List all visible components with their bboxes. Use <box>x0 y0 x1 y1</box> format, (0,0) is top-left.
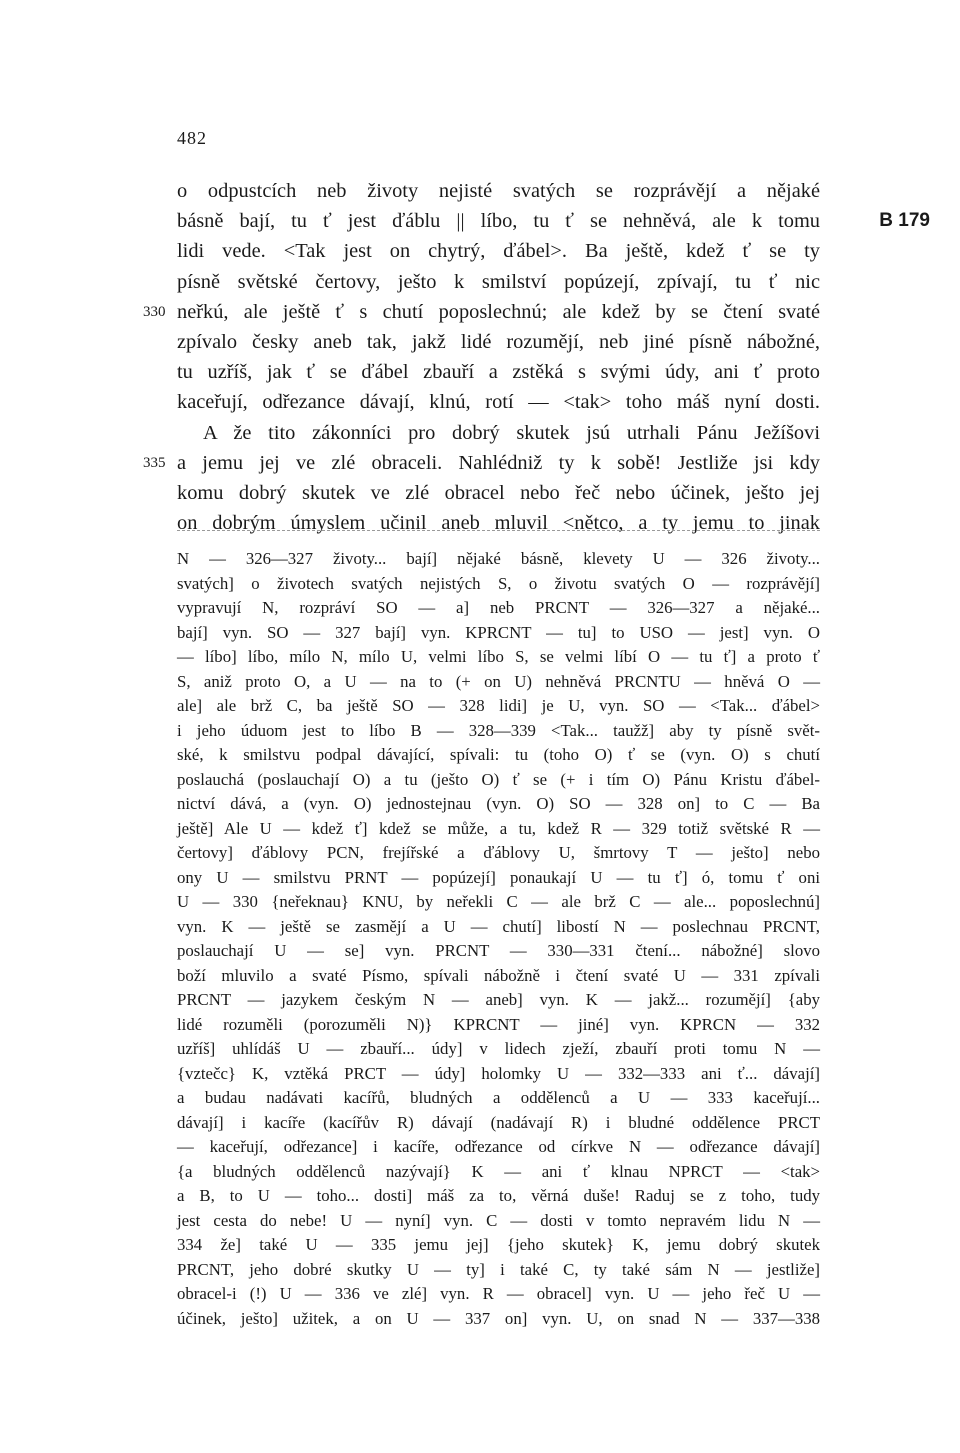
main-text <box>143 176 930 538</box>
critical-apparatus <box>177 547 820 1331</box>
text-line <box>177 508 820 538</box>
apparatus-line: boží mluvilo a svaté Písmo, spívali nábožně i čtení svaté U — 331 zpívali <box>177 965 820 985</box>
text-line-content: neřkú, ale ještě ť s chutí poposlechnú; ale kdež by se čtení svaté <box>177 300 820 323</box>
text-line <box>177 478 820 508</box>
text-line <box>177 357 820 387</box>
apparatus-divider <box>177 530 820 531</box>
text-line-content: písně světské čertovy, ješto k smilství popúzejí, zpívají, tu ť nic <box>177 270 820 293</box>
text-line-content: a jemu jej ve zlé obraceli. Nahlédniž ty k sobě! Jestliže jsi kdy <box>177 451 820 474</box>
apparatus-line: lidé rozuměli (porozuměli N)} KPRCNT — jiné] vyn. KPRCN — 332 <box>177 1014 820 1034</box>
text-line <box>177 206 930 236</box>
text-line-content: kaceřují, odřezance dávají, klnú, rotí — <tak> toho máš nyní dosti. <box>177 391 820 414</box>
text-line-content: básně bají, tu ť jest ďáblu || líbo, tu ť se nehněvá, ale k tomu <box>177 210 820 233</box>
apparatus-line: i jeho úduom jest to líbo B — 328—339 <Tak... taužž] aby ty písně svět- <box>177 720 820 740</box>
text-line-content: on dobrým úmyslem učinil aneb mluvil <nětco, a ty jemu to jinak <box>177 512 820 535</box>
apparatus-line: a B, to U — toho... dosti] máš za to, věrná duše! Raduj se z toho, tudy <box>177 1186 820 1205</box>
apparatus-line: a budau nadávati kacířů, bludných a oddělenců a U — 333 kaceřují... <box>177 1088 820 1107</box>
apparatus-line: bají] vyn. SO — 327 bají] vyn. KPRCNT — tu] to USO — jest] vyn. O <box>177 622 820 642</box>
text-line-content: zpívalo česky aneb tak, jakž lidé rozumějí, neb jiné písně nábožné, <box>177 330 820 353</box>
text-line <box>143 448 820 478</box>
apparatus-line: svatých] o životech svatých nejistých S, o životu svatých O — rozprávějí] <box>177 573 820 593</box>
apparatus-line: dávají] i kacíře (kacířův R) dávají (nadávají R) i bludné oddělence PRCT <box>177 1112 820 1132</box>
apparatus-line: poslauchají U — se] vyn. PRCNT — 330—331 čtení... nábožné] slovo <box>177 941 820 960</box>
text-line <box>177 267 820 297</box>
text-line-content: lidi vede. <Tak jest on chytrý, ďábel>. Ba ještě, kdež ť se ty <box>177 240 820 263</box>
apparatus-line: PRCNT — jazykem českým N — aneb] vyn. K — jakž... rozumějí] {aby <box>177 990 820 1009</box>
apparatus-line: ské, k smilstvu podpal dávající, spívali: tu (toho O) ť se (vyn. O) s chutí <box>177 745 820 764</box>
apparatus-line: PRCNT, jeho dobré skutky U — ty] i také C, ty také sám N — jestliže] <box>177 1259 820 1279</box>
apparatus-line: nictví dává, a (vyn. O) jednostejnau (vyn. O) SO — 328 on] to C — Ba <box>177 794 820 813</box>
apparatus-line: — líbo] líbo, mílo N, mílo U, velmi líbo S, se velmi líbí O — tu ť] a proto ť <box>177 647 820 666</box>
text-line <box>177 418 820 448</box>
text-line <box>177 327 820 357</box>
apparatus-line: N — 326—327 životy... bají] nějaké básně, klevety U — 326 životy... <box>177 549 820 568</box>
apparatus-line: U — 330 {neřeknau} KNU, by neřekli C — ale brž C — ale... poposlechnú] <box>177 892 820 911</box>
apparatus-line: ale] ale brž C, ba ještě SO — 328 lidi] je U, vyn. SO — <Tak... ďábel> <box>177 696 820 715</box>
apparatus-line: obracel-i (!) U — 336 ve zlé] vyn. R — obracel] vyn. U — jeho řeč U — <box>177 1284 820 1303</box>
apparatus-line: ony U — smilstvu PRNT — popúzejí] ponaukají U — tu ť] ó, tomu ť oni <box>177 867 820 887</box>
apparatus-line: S, aniž proto O, a U — na to (+ on U) nehněvá PRCNTU — hněvá O — <box>177 671 820 691</box>
apparatus-line: účinek, ješto] užitek, a on U — 337 on] vyn. U, on snad N — 337—338 <box>177 1308 820 1328</box>
text-line-content: o odpustcích neb životy nejisté svatých se rozprávějí a nějaké <box>177 180 820 202</box>
apparatus-line: jest cesta do nebe! U — nyní] vyn. C — dosti v tomto nepravém lidu N — <box>177 1210 820 1230</box>
text-line-content: tu uzříš, jak ť se ďábel zbauří a zstěká s svými údy, ani ť proto <box>177 361 820 384</box>
apparatus-line: {vztečc} K, vztěká PRCT — údy] holomky U — 332—333 ani ť... dávají] <box>177 1063 820 1083</box>
text-line-content: komu dobrý skutek ve zlé obracel nebo řeč nebo účinek, ješto jej <box>177 481 820 504</box>
line-number: 330 <box>143 303 166 320</box>
apparatus-line: — kaceřují, odřezance] i kacíře, odřezance od církve N — odřezance dávají] <box>177 1137 820 1156</box>
apparatus-line: vyn. K — ještě se zasmějí a U — chutí] libostí N — poslechnau PRCNT, <box>177 916 820 936</box>
page-number: 482 <box>177 128 207 148</box>
text-line-content: A že tito zákonníci pro dobrý skutek jsú utrhali Pánu Ježíšovi <box>203 421 820 444</box>
text-line <box>177 236 820 266</box>
apparatus-line: {a bludných oddělenců nazývají} K — ani ť klnau NPRCT — <tak> <box>177 1161 820 1181</box>
apparatus-line: ještě] Ale U — kdež ť] kdež se může, a tu, kdež R — 329 totiž světské R — <box>177 818 820 838</box>
apparatus-line: 334 že] také U — 335 jemu jej] {jeho skutek} K, jemu dobrý skutek <box>177 1235 820 1254</box>
text-line <box>177 176 820 206</box>
apparatus-line: čertovy] ďáblovy PCN, frejířské a ďáblovy U, šmrtovy T — ješto] nebo <box>177 843 820 862</box>
text-line <box>143 297 820 327</box>
text-line <box>177 387 820 417</box>
marginal-reference: B 179 <box>879 210 930 232</box>
line-number: 335 <box>143 454 166 471</box>
apparatus-line: vypravují N, rozpráví SO — a] neb PRCNT — 326—327 a nějaké... <box>177 598 820 617</box>
apparatus-line: poslauchá (poslauchají O) a tu (ješto O) ť se (+ i tím O) Pánu Kristu ďábel- <box>177 769 820 789</box>
apparatus-line: uzříš] uhlídáš U — zbauří... údy] v lidech zježí, zbauří proti tomu N — <box>177 1039 820 1058</box>
